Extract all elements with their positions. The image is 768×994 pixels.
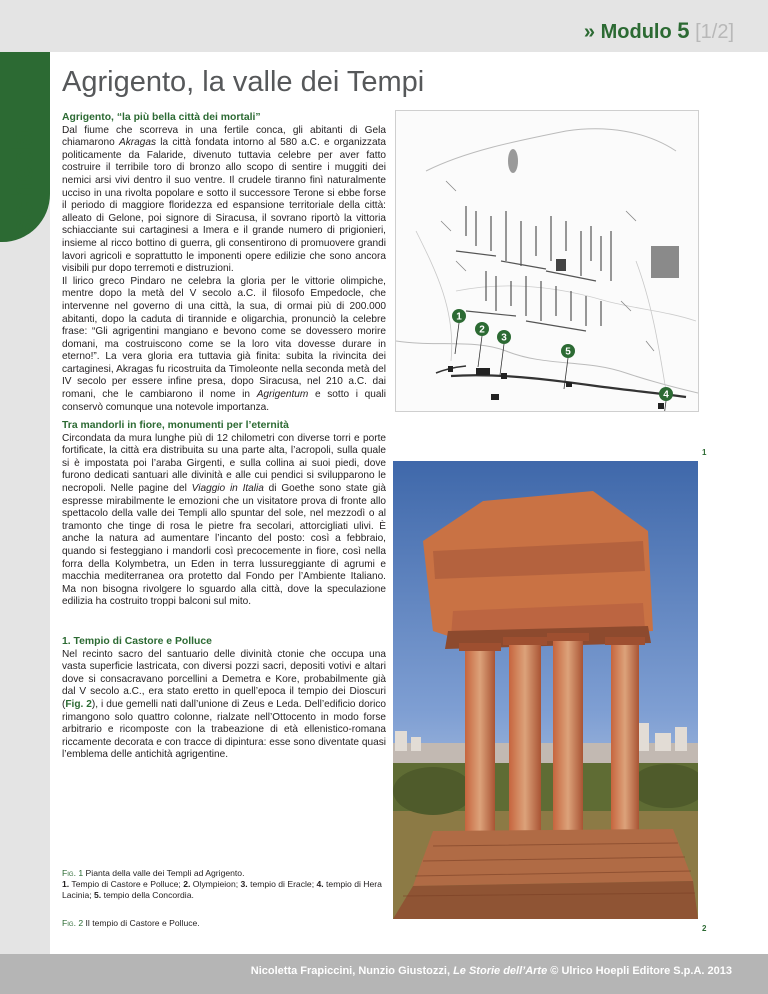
map-marker-label: 1 — [456, 311, 462, 323]
page-indicator: [1/2] — [695, 21, 734, 43]
column — [611, 643, 639, 831]
scheda-label: scheda — [6, 128, 39, 235]
fig-number: 2 — [78, 918, 84, 928]
paragraph: Il lirico greco Pindaro ne celebra la gloria per le vittorie olimpiche, mentre dopo la metà del V secolo a.C. il filosofo Empedocle, che intervenne nel governo di una città, la sua, di ormai più di 200.000 abitanti, dopo la caduta di tirannide e oligarchia, pronunciò la celebre frase: “Gli agrigentini mangiano e bevono come se dovessero morire domani, ma costruiscono come se la loro vita dovesse durare in eterno!”. La vera gloria era tuttavia già finita: subita la rivincita dei cartaginesi, Akragas fu ricostruita da Timoleonte nella seconda metà del IV secolo per essere infine presa, dopo Siracusa, nel 210 a.C. dai romani, che le cambiarono il nome in Agrigentum e sotto i quali conservò comunque una notevole importanza. — [62, 275, 386, 413]
section-mandorli — [62, 420, 386, 609]
footer-credits — [251, 965, 732, 977]
figure-number: 1 — [702, 448, 707, 457]
column — [509, 643, 541, 833]
fig-number: 1 — [78, 868, 84, 878]
caption-list: 1. Tempio di Castore e Polluce; 2. Olympieion; 3. tempio di Eracle; 4. tempio di Hera Lacinia; 5. tempio della Concordia. — [62, 879, 382, 900]
figure-number: 2 — [702, 924, 707, 933]
map-marker-label: 4 — [663, 389, 669, 401]
map-marker-label: 5 — [565, 346, 571, 358]
module-number: 5 — [677, 18, 690, 43]
paragraph: Circondata da mura lunghe più di 12 chilometri con diverse torri e porte fortificate, la città era distribuita su una parte alta, l’acropoli, sulla quale si è impostata poi l’araba Girgenti, e sulla collina ai suoi piedi, dove furono dedicati santuari alle divinità e alle cui pendici si svilupparono le necropoli. Nelle pagine del Viaggio in Italia di Goethe sono state già espresse mirabilmente le emozioni che un visitatore prova di fronte allo spettacolo della valle dei Templi allo spuntar del sole, nel mezzodì o al tramonto che tinge di rosa le pietre fra secolari, attorcigliati ulivi. È anche la natura ad aumentare l’incanto del posto: così a febbraio, quando si festeggiano i mandorli così precocemente in fiore, così nella forra della Kolymbetra, un Eden in terra lussureggiante di agrumi e macchia mediterranea ora protetto dal Fondo per l’Ambiente Italiano. Ma non bisogna rivolgere lo sguardo alla città, dove la speculazione edilizia ha costruito troppi balconi sul mito. — [62, 432, 387, 608]
paragraph: Dal fiume che scorreva in una fertile conca, gli abitanti di Gela chiamarono Akragas la città fondata intorno al 580 a.C. e organizzata politicamente da Falaride, divenuto tuttavia celebre per aver fatto costruire il terribile toro di bronzo allo scopo di sentire i muggiti dei nemici arsi vivi dentro il suo ventre. Il crudele tiranno finì naturalmente ucciso in una rivolta popolare e sotto il successore Terone si ebbe forse il periodo di maggiore floridezza ed espansione territoriale della città: alleato di Gelone, poi signore di Siracusa, il sovrano riportò la vittoria schiacciante sui cartaginesi a Imera e il grande numero di prigionieri, insieme al ricco bottino di guerra, gli consentirono di promuovere grandi lavori agricoli e soprattutto le imponenti opere edilizie che sono ancora visibili pur dopo terremoti e distruzioni. — [62, 124, 387, 275]
column — [553, 639, 583, 831]
module-indicator — [584, 18, 734, 44]
module-label: Modulo — [600, 21, 672, 43]
temple-photo — [393, 461, 698, 919]
map-marker-label: 2 — [479, 324, 485, 336]
book-title: Le Storie dell’Arte — [453, 965, 548, 977]
section-heading: Agrigento, “la più bella città dei mortali” — [62, 112, 261, 123]
section-intro — [62, 112, 386, 414]
valley-map — [395, 110, 699, 412]
authors: Nicoletta Frapiccini, Nunzio Giustozzi, — [250, 965, 451, 977]
paragraph: Nel recinto sacro del santuario delle divinità ctonie che occupa una vasta superficie lastricata, con diversi pozzi sacri, depositi votivi e altari dove si consacravano porcellini a Demetra e Kore, probabilmente già dal V secolo a.C., era stato eretto in quell’epoca il tempio dei Dioscuri (Fig. 2), i due gemelli nati dall’unione di Zeus e Leda. Dell’edificio dorico rimangono solo quattro colonne, rialzate nell’Ottocento in modo forse arbitrario e ricomposte con la trabeazione di età ellenistico-romana riccamente decorata e con tracce di dipintura: esse sono diventate quasi l’emblema delle antichità agrigentine. — [62, 648, 387, 761]
page-title: Agrigento, la valle dei Tempi — [62, 66, 425, 98]
caption-text: Il tempio di Castore e Polluce. — [85, 918, 200, 928]
temple-illustration — [393, 461, 698, 919]
map-drawing — [396, 111, 698, 411]
publisher: © Ulrico Hoepli Editore S.p.A. 2013 — [550, 965, 732, 977]
arrow-prefix: » — [583, 21, 596, 43]
section-heading: 1. Tempio di Castore e Polluce — [62, 636, 212, 647]
building-shape — [651, 246, 679, 278]
pond-shape — [508, 149, 518, 173]
column — [465, 649, 495, 831]
section-tempio-castore — [62, 636, 386, 762]
fig-label: Fig. — [62, 918, 76, 928]
section-heading: Tra mandorli in fiore, monumenti per l’eternità — [62, 420, 289, 431]
caption-fig1 — [62, 868, 386, 901]
map-marker-label: 3 — [501, 332, 507, 344]
caption-fig2 — [62, 918, 386, 929]
caption-text: Pianta della valle dei Templi ad Agrigento. — [85, 868, 245, 878]
fig-label: Fig. — [62, 868, 76, 878]
